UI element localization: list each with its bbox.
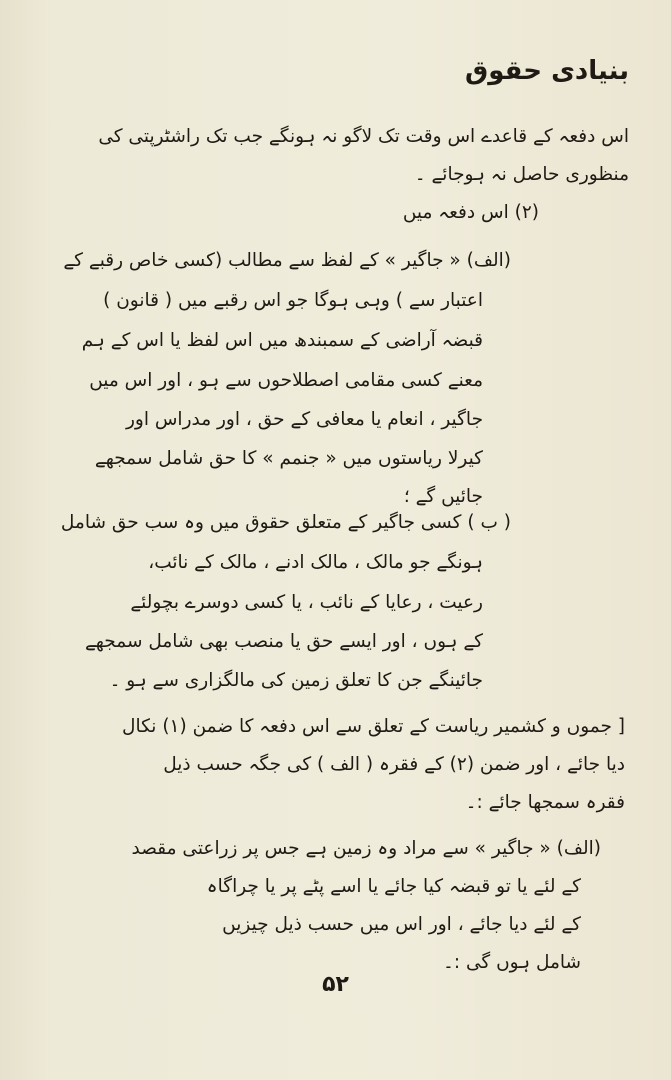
- text-line: ہونگے جو مالک ، مالک ادنے ، مالک کے نائب،: [148, 552, 483, 573]
- text-line: اعتبار سے ) وہی ہوگا جو اس رقبے میں ( قانون ): [103, 290, 483, 311]
- page-number: ۵۲: [322, 972, 349, 997]
- text-line: جائیں گے ؛: [403, 486, 483, 507]
- text-line: کے ہوں ، اور ایسے حق یا منصب بھی شامل سمجھے: [84, 631, 483, 652]
- running-header: بنیادی حقوق: [465, 56, 629, 86]
- text-line: فقرہ سمجھا جائے :۔: [465, 792, 625, 813]
- text-line: [ جموں و کشمیر ریاست کے تعلق سے اس دفعہ کا ضمن (۱) نکال: [122, 716, 625, 737]
- text-line: کے لئے یا تو قبضہ کیا جائے یا اسے پٹے پر یا چراگاہ: [206, 876, 581, 897]
- text-line: دیا جائے ، اور ضمن (۲) کے فقرہ ( الف ) کی جگہ حسب ذیل: [163, 754, 625, 775]
- text-line: کیرلا ریاستوں میں « جنمم » کا حق شامل سمجھے: [94, 448, 483, 469]
- text-line: رعیت ، رعایا کے نائب ، یا کسی دوسرے بچولئے: [130, 592, 483, 613]
- text-line: قبضہ آراضی کے سمبندھ میں اس لفظ یا اس کے ہم: [81, 330, 483, 351]
- text-line: (۲) اس دفعہ میں: [402, 202, 539, 223]
- text-line: (الف) « جاگیر » کے لفظ سے مطالب (کسی خاص رقبے کے: [63, 250, 511, 271]
- text-line: شامل ہوں گی :۔: [443, 952, 581, 973]
- text-line: منظوری حاصل نہ ہوجائے ۔: [414, 164, 629, 185]
- text-line: جاگیر ، انعام یا معافی کے حق ، اور مدراس اور: [125, 409, 483, 430]
- text-line: (الف) « جاگیر » سے مراد وہ زمین ہے جس پر زراعتی مقصد: [131, 838, 601, 859]
- text-line: ( ب ) کسی جاگیر کے متعلق حقوق میں وہ سب حق شامل: [60, 512, 511, 533]
- text-line: کے لئے دیا جائے ، اور اس میں حسب ذیل چیزیں: [222, 914, 581, 935]
- text-line: معنے کسی مقامی اصطلاحوں سے ہو ، اور اس میں: [89, 370, 483, 391]
- text-line: جائینگے جن کا تعلق زمین کی مالگزاری سے ہو ۔: [109, 670, 483, 691]
- text-line: اس دفعہ کے قاعدے اس وقت تک لاگو نہ ہونگے جب تک راشٹرپتی کی: [98, 126, 629, 147]
